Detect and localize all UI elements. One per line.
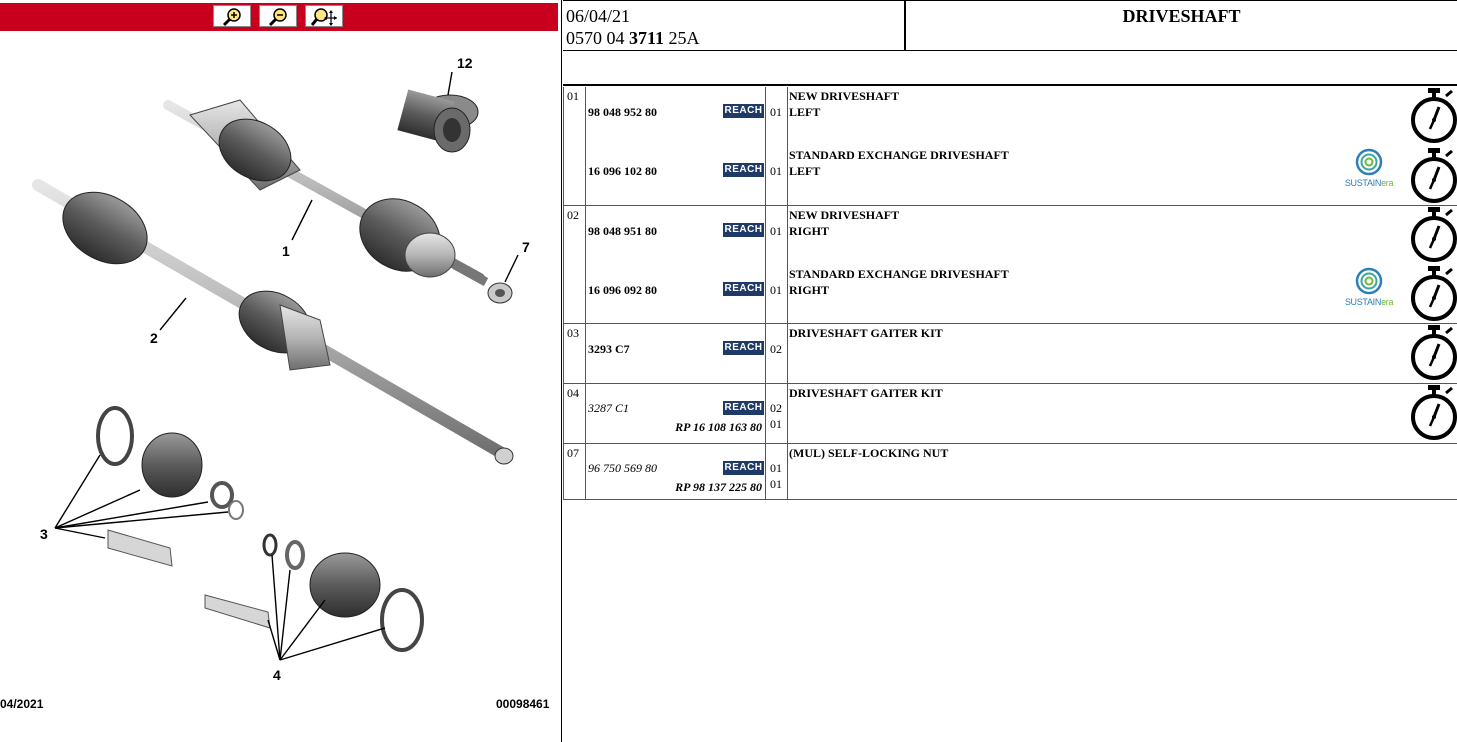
- description-line: STANDARD EXCHANGE DRIVESHAFT: [789, 148, 1009, 162]
- zoom-toolbar: [0, 3, 558, 31]
- part-number[interactable]: 3293 C7: [588, 342, 630, 356]
- callout-3: 3: [40, 526, 48, 542]
- diagram-pane: [0, 0, 562, 742]
- table-row-group: [563, 444, 1457, 500]
- zoom-out-icon: [268, 7, 290, 27]
- page-title: DRIVESHAFT: [1122, 6, 1241, 26]
- part-number[interactable]: 98 048 951 80: [588, 224, 657, 238]
- labour-time-icon[interactable]: [1409, 147, 1457, 205]
- description-line: NEW DRIVESHAFT: [789, 89, 900, 103]
- zoom-out-button[interactable]: [259, 5, 297, 27]
- code-part-b: 3711: [629, 28, 665, 48]
- index-cell: [563, 324, 586, 383]
- header-date: 06/04/21: [566, 6, 631, 26]
- header-code: [566, 28, 700, 49]
- row-index: 04: [567, 386, 579, 400]
- part-12-bush: [397, 90, 478, 152]
- sustainera-text-a: SUSTAIN: [1344, 178, 1382, 188]
- reach-badge[interactable]: REACH: [724, 462, 763, 473]
- row-index: 02: [567, 208, 579, 222]
- replacement-quantity: 01: [770, 477, 782, 491]
- callout-2: 2: [150, 330, 158, 346]
- sustainera-text-b: era: [1381, 178, 1394, 188]
- callout-12: 12: [457, 55, 473, 71]
- description-line: STANDARD EXCHANGE DRIVESHAFT: [789, 267, 1009, 281]
- quantity: 01: [770, 164, 782, 178]
- table-row-group: [563, 384, 1457, 444]
- exploded-diagram: [0, 40, 560, 700]
- callout-1: 1: [282, 243, 290, 259]
- part-number[interactable]: 3287 C1: [588, 401, 630, 415]
- part-cell: [585, 87, 766, 205]
- quantity: 02: [770, 342, 782, 356]
- description: [789, 88, 899, 120]
- quantity: 01: [770, 461, 782, 475]
- table-row-group: [563, 206, 1457, 324]
- qty-cell: [766, 384, 788, 443]
- part-number[interactable]: 98 048 952 80: [588, 105, 657, 119]
- quantity: 01: [770, 283, 782, 297]
- labour-time-icon[interactable]: [1409, 87, 1457, 145]
- labour-time-icon[interactable]: [1409, 206, 1457, 264]
- diagram-date: 04/2021: [0, 697, 44, 711]
- quantity: 01: [770, 224, 782, 238]
- code-part-c: 25A: [668, 28, 700, 48]
- sustainera-text: [1339, 178, 1399, 188]
- replacement-quantity: 01: [770, 417, 782, 431]
- callout-7: 7: [522, 239, 530, 255]
- part-4-gaiter-kit: [205, 535, 422, 650]
- sustainera-icon: [1339, 266, 1399, 298]
- part-3-gaiter-kit: [98, 408, 243, 566]
- description: DRIVESHAFT GAITER KIT: [789, 326, 943, 340]
- sustainera-logo: [1339, 266, 1399, 312]
- sustainera-icon: [1339, 147, 1399, 179]
- description: [789, 266, 1009, 298]
- index-cell: [563, 206, 586, 323]
- part-cell: [585, 324, 766, 383]
- index-cell: [563, 444, 586, 499]
- part-cell: [585, 206, 766, 323]
- part-number[interactable]: 96 750 569 80: [588, 461, 657, 475]
- quantity: 01: [770, 105, 782, 119]
- description: (MUL) SELF-LOCKING NUT: [789, 446, 949, 460]
- zoom-pan-button[interactable]: [305, 5, 343, 27]
- zoom-pan-icon: [311, 7, 337, 27]
- description-side: LEFT: [789, 164, 821, 178]
- sustainera-logo: [1339, 147, 1399, 193]
- index-cell: [563, 87, 586, 205]
- index-cell: [563, 384, 586, 443]
- part-number[interactable]: 16 096 102 80: [588, 164, 657, 178]
- row-index: 03: [567, 326, 579, 340]
- description: [789, 207, 899, 239]
- row-index: 07: [567, 446, 579, 460]
- sustainera-text-b: era: [1381, 297, 1394, 307]
- qty-cell: [766, 87, 788, 205]
- zoom-in-icon: [222, 7, 244, 27]
- reach-badge[interactable]: REACH: [724, 342, 763, 353]
- code-part-a: 0570 04: [566, 28, 625, 48]
- description: [789, 147, 1009, 179]
- table-row-group: [563, 87, 1457, 206]
- qty-cell: [766, 444, 788, 499]
- header-title-cell: [905, 0, 1457, 51]
- sustainera-text-a: SUSTAIN: [1344, 297, 1382, 307]
- description-side: RIGHT: [789, 224, 830, 238]
- diagram-reference: 00098461: [496, 697, 550, 711]
- reach-badge[interactable]: REACH: [724, 105, 763, 116]
- labour-time-icon[interactable]: [1409, 324, 1457, 382]
- sustainera-text: [1339, 297, 1399, 307]
- labour-time-icon[interactable]: [1409, 265, 1457, 323]
- reach-badge[interactable]: REACH: [724, 164, 763, 175]
- description: DRIVESHAFT GAITER KIT: [789, 386, 943, 400]
- header-info: [563, 0, 905, 51]
- part-cell: [585, 444, 766, 499]
- replacement-part-number[interactable]: RP 98 137 225 80: [675, 480, 762, 494]
- description-line: NEW DRIVESHAFT: [789, 208, 900, 222]
- reach-badge[interactable]: REACH: [724, 283, 763, 294]
- part-7-nut: [488, 283, 512, 303]
- part-2-right-driveshaft: [38, 178, 513, 464]
- zoom-in-button[interactable]: [213, 5, 251, 27]
- description-side: RIGHT: [789, 283, 830, 297]
- spacer-row: [563, 51, 1457, 86]
- labour-time-icon[interactable]: [1409, 384, 1457, 442]
- replacement-part-number[interactable]: RP 16 108 163 80: [675, 420, 762, 434]
- reach-badge[interactable]: REACH: [724, 402, 763, 413]
- qty-cell: [766, 324, 788, 383]
- description-side: LEFT: [789, 105, 821, 119]
- qty-cell: [766, 206, 788, 323]
- callout-4: 4: [273, 667, 281, 683]
- part-cell: [585, 384, 766, 443]
- table-row-group: [563, 324, 1457, 384]
- part-number[interactable]: 16 096 092 80: [588, 283, 657, 297]
- quantity: 02: [770, 401, 782, 415]
- reach-badge[interactable]: REACH: [724, 224, 763, 235]
- row-index: 01: [567, 89, 579, 103]
